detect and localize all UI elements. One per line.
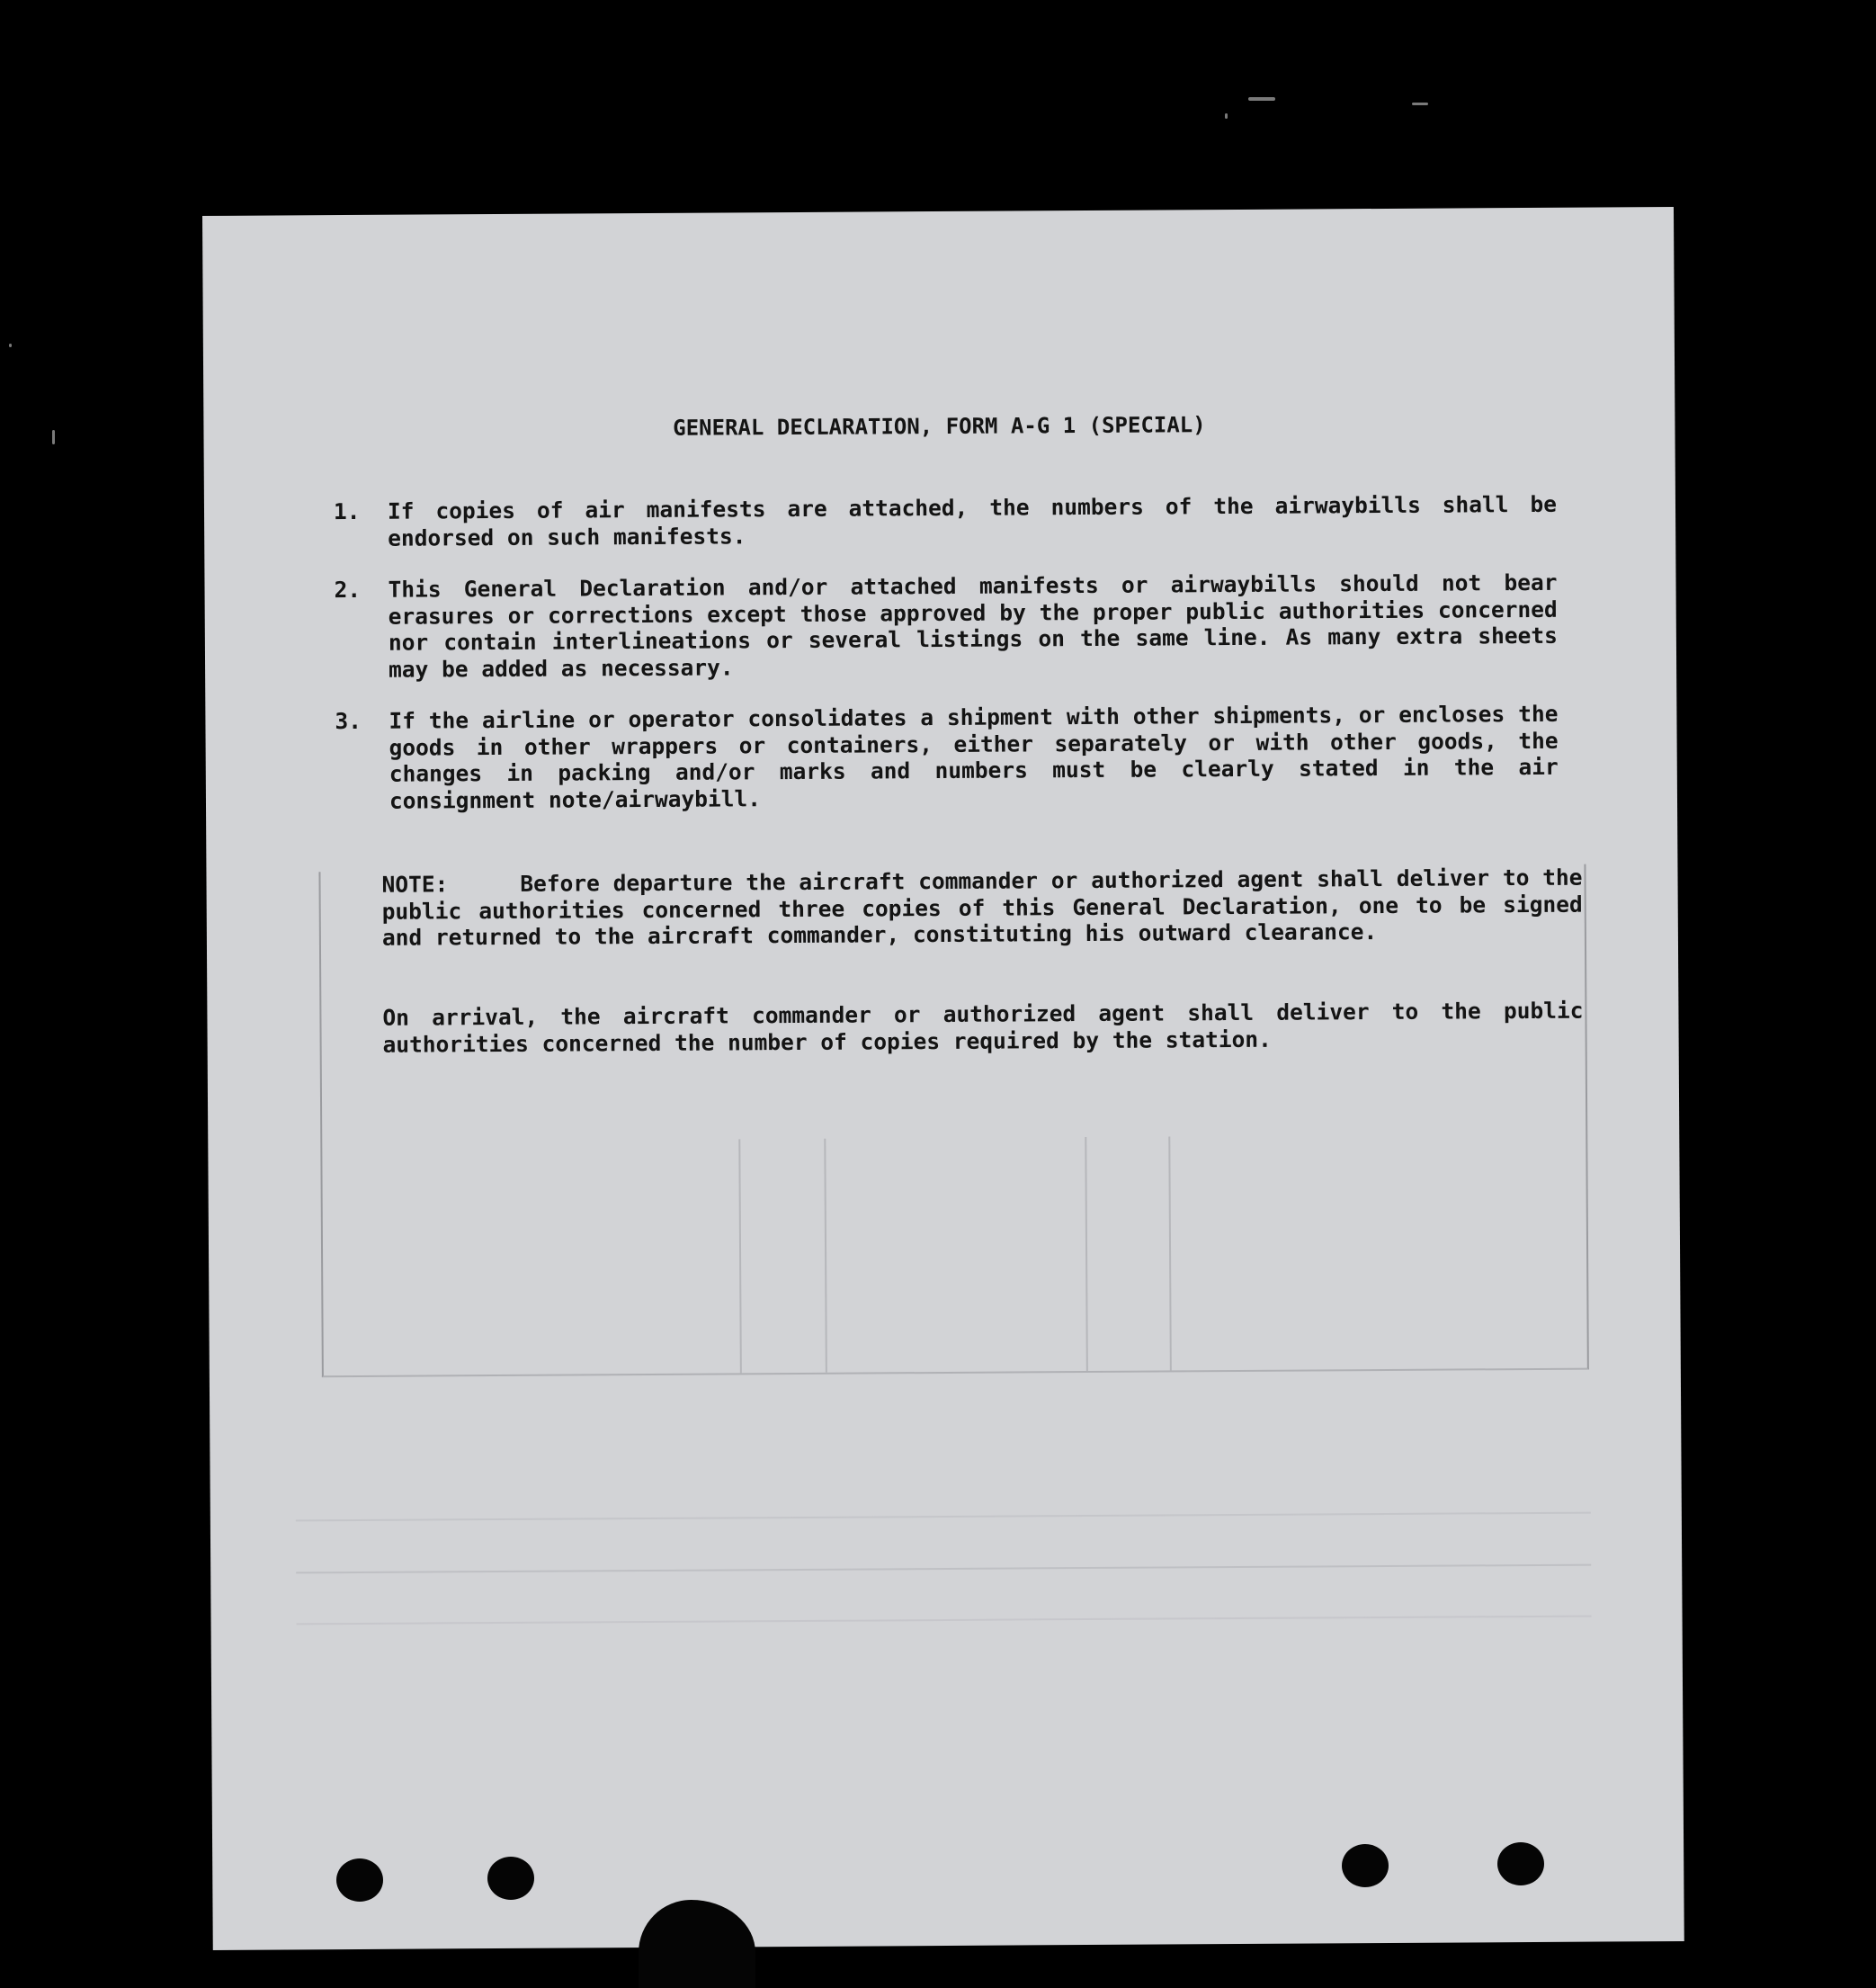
instruction-item-2 [334, 569, 1558, 683]
scan-speck [52, 430, 55, 444]
scan-speck [9, 344, 12, 347]
instruction-number: 3. [335, 707, 362, 735]
punch-hole [336, 1858, 383, 1902]
bleed-through-rule [296, 1512, 1591, 1522]
bleed-through-rule [297, 1616, 1592, 1625]
note-text: Before departure the aircraft commander or authorized agent shall deliver to the public authorities concerned three copies of this General Declaration, one to be signed and returned to the aircraft commander, constituting his outward clearance. [381, 864, 1583, 951]
note-label: NOTE: [381, 871, 449, 898]
scan-speck [1248, 97, 1275, 101]
instruction-text: If the airline or operator consolidates a shipment with other shipments, or encloses the goods in other wrappers or containers, either separately or with other goods, the changes in packing and/or marks and numbers must be clearly stated in the air consignment note/airwaybill. [389, 700, 1559, 814]
document-page [202, 207, 1684, 1950]
scan-speck [1412, 103, 1428, 105]
punch-hole [487, 1857, 534, 1900]
bleed-through-rule [296, 1564, 1591, 1574]
instruction-number: 2. [334, 576, 362, 604]
scan-speck [1225, 113, 1228, 119]
instruction-text: This General Declaration and/or attached manifests or airwaybills should not bear erasures or corrections except those approved by the proper public authorities concerned nor contain interlineations or several listings on the same line. As many extra sheets may be added as necessary. [388, 569, 1558, 683]
punch-hole [1497, 1842, 1544, 1885]
note-paragraph-2: On arrival, the aircraft commander or authorized agent shall deliver to the public authorities concerned the number of copies required by the station. [382, 997, 1584, 1058]
instruction-item-3 [335, 701, 1559, 814]
form-title: GENERAL DECLARATION, FORM A-G 1 (SPECIAL) [673, 412, 1206, 441]
instruction-number: 1. [333, 497, 361, 525]
note-paragraph-1 [381, 864, 1583, 952]
instruction-text: If copies of air manifests are attached, the numbers of the airwaybills shall be endorsed on such manifests. [387, 490, 1558, 551]
instruction-item-1 [334, 491, 1557, 551]
punch-hole [1342, 1844, 1389, 1887]
